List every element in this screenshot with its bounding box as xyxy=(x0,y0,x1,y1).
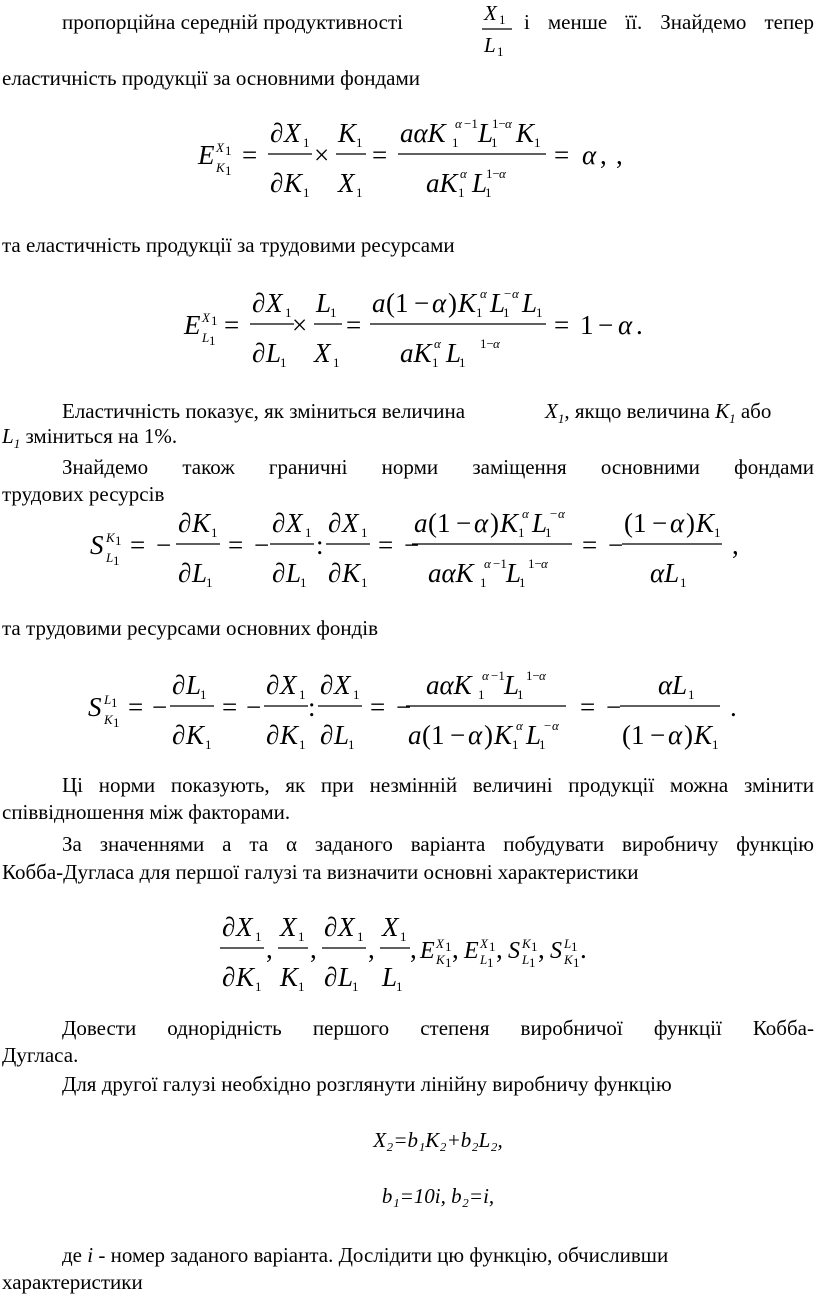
svg-text:L: L xyxy=(526,720,542,750)
svg-text:L: L xyxy=(478,118,494,148)
svg-text:−: − xyxy=(550,506,558,521)
svg-text:1: 1 xyxy=(205,737,212,752)
svg-text:−: − xyxy=(404,530,420,560)
svg-text:∂: ∂ xyxy=(178,508,192,538)
svg-text:α: α xyxy=(541,556,548,571)
svg-text:1: 1 xyxy=(330,305,337,320)
svg-text:1: 1 xyxy=(115,533,122,548)
svg-text:K: K xyxy=(436,952,445,967)
svg-text:1: 1 xyxy=(487,955,494,970)
svg-text:X: X xyxy=(338,912,355,942)
svg-text:1: 1 xyxy=(400,929,407,944)
svg-text:−: − xyxy=(152,692,168,722)
svg-text:−: − xyxy=(504,286,512,301)
svg-text:=: = xyxy=(222,692,238,722)
svg-text:αL: αL xyxy=(650,558,680,588)
svg-text:∂: ∂ xyxy=(222,912,236,942)
equation-elasticity-capital xyxy=(190,112,630,208)
svg-text:1: 1 xyxy=(478,687,485,702)
svg-text:1: 1 xyxy=(580,310,594,340)
svg-text:L: L xyxy=(334,720,350,750)
svg-text:×: × xyxy=(292,310,308,340)
svg-text:αL: αL xyxy=(658,670,688,700)
svg-text:X: X xyxy=(202,310,210,325)
svg-text:1−: 1− xyxy=(526,668,540,683)
svg-text:K: K xyxy=(522,936,531,951)
svg-text:X: X xyxy=(314,338,331,368)
svg-text:X: X xyxy=(342,508,359,538)
svg-text:K: K xyxy=(104,712,113,727)
svg-text:.: . xyxy=(636,310,643,340)
svg-text:1: 1 xyxy=(497,44,504,59)
svg-text:α: α xyxy=(539,668,546,683)
svg-text:1: 1 xyxy=(209,333,216,348)
svg-text:1: 1 xyxy=(680,575,687,590)
svg-text:K: K xyxy=(500,508,519,538)
svg-text:∂: ∂ xyxy=(266,670,280,700)
svg-text:=: = xyxy=(554,140,570,170)
svg-text:,: , xyxy=(368,934,375,964)
svg-text:α: α xyxy=(460,166,467,181)
paragraph-8-line-1: Довести однорідність першого степеня виробничої функції Кобба- xyxy=(62,1016,814,1040)
svg-text:X: X xyxy=(338,168,355,198)
svg-text:∂: ∂ xyxy=(272,508,286,538)
paragraph-7-line-2: Кобба-Дугласа для першої галузі та визначити основні характеристики xyxy=(2,860,639,884)
svg-text:1: 1 xyxy=(255,979,262,994)
svg-text:1: 1 xyxy=(285,305,292,320)
svg-text:=: = xyxy=(582,530,598,560)
svg-text:=: = xyxy=(372,140,388,170)
svg-text:1: 1 xyxy=(445,955,452,970)
svg-text:): ) xyxy=(686,508,695,538)
svg-text:1: 1 xyxy=(200,687,207,702)
svg-text:K: K xyxy=(186,720,205,750)
svg-text:1: 1 xyxy=(573,955,580,970)
svg-text:X: X xyxy=(480,936,488,951)
svg-text:1: 1 xyxy=(361,525,368,540)
svg-text:a: a xyxy=(372,288,386,318)
svg-text:1: 1 xyxy=(298,979,305,994)
svg-text:L: L xyxy=(506,558,522,588)
svg-text:=: = xyxy=(554,310,570,340)
svg-text:1: 1 xyxy=(303,135,310,150)
svg-text:1: 1 xyxy=(536,305,543,320)
svg-text:−: − xyxy=(652,508,668,538)
svg-text:): ) xyxy=(484,720,493,750)
svg-text:∂: ∂ xyxy=(320,670,334,700)
svg-text:α: α xyxy=(582,140,597,170)
svg-text:=: = xyxy=(242,140,258,170)
svg-text:K: K xyxy=(280,962,299,992)
svg-text:1: 1 xyxy=(459,355,466,370)
svg-text:E: E xyxy=(464,938,479,964)
svg-text:K: K xyxy=(696,508,715,538)
svg-text:(1: (1 xyxy=(622,720,645,750)
svg-text:,: , xyxy=(266,934,273,964)
svg-text:1: 1 xyxy=(113,715,120,730)
svg-text:1: 1 xyxy=(517,687,524,702)
svg-text:∂: ∂ xyxy=(270,168,284,198)
svg-text:α: α xyxy=(505,116,512,131)
svg-text:1−: 1− xyxy=(492,116,506,131)
svg-text:−: − xyxy=(156,530,172,560)
svg-text:,: , xyxy=(732,530,739,560)
svg-text:E: E xyxy=(198,140,215,170)
svg-text:L: L xyxy=(286,558,302,588)
svg-text:L: L xyxy=(564,936,572,951)
svg-text:L: L xyxy=(106,550,114,565)
svg-text:=: = xyxy=(128,692,144,722)
svg-text:α: α xyxy=(618,310,633,340)
paragraph-8-line-2: Дугласа. xyxy=(2,1043,79,1067)
svg-text:(1: (1 xyxy=(624,508,647,538)
svg-text:1: 1 xyxy=(111,695,118,710)
svg-text:X: X xyxy=(280,912,297,942)
svg-text:×: × xyxy=(314,140,330,170)
frac-den: L xyxy=(484,33,496,57)
svg-text:1: 1 xyxy=(206,575,213,590)
svg-text:1: 1 xyxy=(571,939,578,954)
svg-text:−: − xyxy=(396,692,412,722)
svg-text:K: K xyxy=(106,530,115,545)
svg-text:aK: aK xyxy=(400,338,432,368)
svg-text:−: − xyxy=(456,508,472,538)
svg-text:1: 1 xyxy=(113,553,120,568)
svg-text:α: α xyxy=(516,718,523,733)
svg-text:K: K xyxy=(284,168,303,198)
svg-text:−: − xyxy=(544,718,552,733)
svg-text:−: − xyxy=(606,692,622,722)
paragraph-4-line-1: Знайдемо також граничні норми заміщення основними фондами xyxy=(62,455,814,479)
svg-text:a: a xyxy=(408,720,422,750)
svg-text:X: X xyxy=(382,912,399,942)
svg-text:1: 1 xyxy=(280,355,287,370)
formula-coefficients: b₁=10i, b₂=i, xyxy=(381,1184,495,1208)
svg-text:): ) xyxy=(448,288,457,318)
paragraph-6-line-2: співвідношення між факторами. xyxy=(2,800,291,824)
svg-text:L: L xyxy=(480,952,488,967)
svg-text:1: 1 xyxy=(503,305,510,320)
svg-text:−: − xyxy=(414,288,430,318)
svg-text:1: 1 xyxy=(299,687,306,702)
svg-text:−: − xyxy=(598,310,614,340)
paragraph-3-line-1: Еластичність показує, як зміниться величина xyxy=(62,399,466,423)
paragraph-3-line-2: $L_1$ зміниться на 1%. xyxy=(2,424,178,452)
svg-text:K: K xyxy=(564,952,573,967)
svg-text:aαK: aαK xyxy=(428,558,474,588)
formula-linear-function: X₂=b₁K₂+b₂L₂, xyxy=(373,1128,503,1152)
svg-text:1: 1 xyxy=(489,939,496,954)
svg-text:=: = xyxy=(346,310,362,340)
paragraph-7-line-1: За значеннями a та α заданого варіанта побудувати виробничу функцію xyxy=(62,832,814,856)
svg-text:1: 1 xyxy=(361,575,368,590)
svg-text:(1: (1 xyxy=(386,288,409,318)
svg-text:S: S xyxy=(550,938,562,964)
svg-text:α: α xyxy=(499,166,506,181)
svg-text:L: L xyxy=(316,288,332,318)
equation-characteristics-list xyxy=(214,906,614,1002)
svg-text:=: = xyxy=(370,692,386,722)
svg-text:,: , xyxy=(310,934,317,964)
svg-text:S: S xyxy=(88,692,102,722)
svg-text:1: 1 xyxy=(299,737,306,752)
svg-text:α: α xyxy=(432,288,447,318)
svg-text:∂: ∂ xyxy=(324,962,338,992)
svg-text:∂: ∂ xyxy=(270,118,284,148)
svg-text:1: 1 xyxy=(225,163,232,178)
svg-text:1: 1 xyxy=(529,955,536,970)
paragraph-10-line-1: де i - номер заданого варіанта. Дослідити цю функцію, обчисливши xyxy=(62,1243,669,1267)
equation-substitution-capital-labor xyxy=(88,502,738,598)
svg-text:1: 1 xyxy=(512,737,519,752)
svg-text:1: 1 xyxy=(348,737,355,752)
svg-text:1: 1 xyxy=(688,687,695,702)
svg-text:1: 1 xyxy=(452,135,459,150)
svg-text:.: . xyxy=(730,692,737,722)
svg-text:1: 1 xyxy=(333,355,340,370)
svg-text:K: K xyxy=(694,720,713,750)
svg-text:E: E xyxy=(420,938,435,964)
svg-text:1: 1 xyxy=(476,305,483,320)
svg-text:1: 1 xyxy=(303,185,310,200)
svg-text:∂: ∂ xyxy=(328,508,342,538)
svg-text:L: L xyxy=(446,338,462,368)
svg-text:1: 1 xyxy=(518,525,525,540)
svg-text:1: 1 xyxy=(519,575,526,590)
svg-text:X: X xyxy=(216,140,224,155)
equation-substitution-labor-capital xyxy=(86,664,746,760)
svg-text:1: 1 xyxy=(545,525,552,540)
svg-text:1: 1 xyxy=(534,135,541,150)
svg-text:X: X xyxy=(266,288,283,318)
svg-text:−: − xyxy=(650,720,666,750)
paragraph-10-line-2: характеристики xyxy=(2,1270,143,1294)
svg-text:α: α xyxy=(455,116,462,131)
svg-text:=: = xyxy=(224,310,240,340)
svg-text:1: 1 xyxy=(499,12,506,27)
svg-text:K: K xyxy=(338,118,357,148)
paragraph-6-line-1: Ці норми показують, як при незмінній величині продукції можна змінити xyxy=(62,773,814,797)
svg-text:∂: ∂ xyxy=(272,558,286,588)
svg-text:=: = xyxy=(580,692,596,722)
svg-text:1−: 1− xyxy=(486,166,500,181)
svg-text:∂: ∂ xyxy=(252,288,266,318)
svg-text:1: 1 xyxy=(485,185,492,200)
svg-text:L: L xyxy=(338,962,354,992)
svg-text:K: K xyxy=(458,288,477,318)
paragraph-text: пропорційна середній продуктивності xyxy=(62,10,403,34)
svg-text:): ) xyxy=(684,720,693,750)
svg-text:1: 1 xyxy=(225,143,232,158)
svg-text:K: K xyxy=(216,160,225,175)
svg-text:α: α xyxy=(558,506,565,521)
svg-text:L: L xyxy=(186,670,202,700)
svg-text:L: L xyxy=(490,288,506,318)
svg-text:−: − xyxy=(246,692,262,722)
svg-text:α: α xyxy=(480,286,487,301)
svg-text:∂: ∂ xyxy=(266,720,280,750)
svg-text:1: 1 xyxy=(353,687,360,702)
svg-text:α: α xyxy=(668,720,683,750)
svg-text:K: K xyxy=(342,558,361,588)
svg-text:−1: −1 xyxy=(493,556,507,571)
svg-text:α: α xyxy=(670,508,685,538)
svg-text::: : xyxy=(316,530,324,560)
svg-text:,: , xyxy=(452,934,459,964)
svg-text:−1: −1 xyxy=(491,668,505,683)
svg-text:X: X xyxy=(334,670,351,700)
svg-text:α: α xyxy=(474,508,489,538)
svg-text:L: L xyxy=(202,330,210,345)
svg-text:∂: ∂ xyxy=(324,912,338,942)
svg-text:1−: 1− xyxy=(528,556,542,571)
svg-text:L: L xyxy=(504,670,520,700)
svg-text:aK: aK xyxy=(426,168,458,198)
svg-text:α: α xyxy=(493,336,500,351)
svg-text:.: . xyxy=(580,934,587,964)
svg-text:X: X xyxy=(436,936,444,951)
svg-text:a: a xyxy=(414,508,428,538)
svg-text:α: α xyxy=(512,286,519,301)
svg-text:∂: ∂ xyxy=(172,670,186,700)
paragraph-5: та трудовими ресурсами основних фондів xyxy=(2,616,379,640)
svg-text:1: 1 xyxy=(352,979,359,994)
svg-text:1: 1 xyxy=(445,939,452,954)
svg-text:X: X xyxy=(280,670,297,700)
svg-text:K: K xyxy=(280,720,299,750)
svg-text:,: , xyxy=(600,140,607,170)
svg-text:1: 1 xyxy=(211,525,218,540)
svg-text:X: X xyxy=(286,508,303,538)
svg-text:L: L xyxy=(382,962,398,992)
svg-text:L: L xyxy=(522,952,530,967)
svg-text:1: 1 xyxy=(396,979,403,994)
svg-text:1: 1 xyxy=(305,525,312,540)
svg-text:L: L xyxy=(104,692,112,707)
paragraph-2: та еластичність продукції за трудовими ресурсами xyxy=(2,233,455,257)
svg-text:1: 1 xyxy=(255,929,262,944)
svg-text:1: 1 xyxy=(480,575,487,590)
svg-text:1: 1 xyxy=(357,929,364,944)
svg-text:1: 1 xyxy=(298,929,305,944)
svg-text:∂: ∂ xyxy=(172,720,186,750)
svg-text:∂: ∂ xyxy=(320,720,334,750)
svg-text:L: L xyxy=(532,508,548,538)
svg-text:α: α xyxy=(552,718,559,733)
svg-text:,: , xyxy=(410,934,417,964)
equation-elasticity-labor xyxy=(176,282,656,378)
svg-text:1: 1 xyxy=(531,939,538,954)
svg-text:S: S xyxy=(508,938,520,964)
svg-text:=: = xyxy=(130,530,146,560)
svg-text:1: 1 xyxy=(211,313,218,328)
svg-text::: : xyxy=(308,692,316,722)
svg-text:,: , xyxy=(616,140,623,170)
paragraph-1-line-2: еластичність продукції за основними фондами xyxy=(2,66,420,90)
svg-text:(1: (1 xyxy=(422,720,445,750)
svg-text:X: X xyxy=(284,118,301,148)
svg-text:aαK: aαK xyxy=(400,118,446,148)
svg-text:K: K xyxy=(192,508,211,538)
svg-text:−: − xyxy=(450,720,466,750)
svg-text:α: α xyxy=(482,668,489,683)
paragraph-text: і менше її. Знайдемо тепер xyxy=(524,10,814,34)
svg-text:1: 1 xyxy=(539,737,546,752)
svg-text:X: X xyxy=(236,912,253,942)
svg-text:∂: ∂ xyxy=(252,338,266,368)
svg-text:K: K xyxy=(516,118,535,148)
svg-text:1−: 1− xyxy=(480,336,494,351)
svg-text:K: K xyxy=(236,962,255,992)
svg-text:E: E xyxy=(184,310,201,340)
svg-text:1: 1 xyxy=(714,525,721,540)
svg-text:∂: ∂ xyxy=(328,558,342,588)
svg-text:1: 1 xyxy=(712,737,719,752)
svg-text:1: 1 xyxy=(432,355,439,370)
svg-text:−1: −1 xyxy=(464,116,478,131)
svg-text:1: 1 xyxy=(300,575,307,590)
svg-text:1: 1 xyxy=(458,185,465,200)
frac-num: X xyxy=(484,1,497,25)
svg-text:L: L xyxy=(472,168,488,198)
svg-text:,: , xyxy=(496,934,503,964)
svg-text:α: α xyxy=(484,556,491,571)
svg-text:1: 1 xyxy=(356,135,363,150)
svg-text:∂: ∂ xyxy=(178,558,192,588)
svg-text:(1: (1 xyxy=(428,508,451,538)
svg-text:L: L xyxy=(266,338,282,368)
svg-text:∂: ∂ xyxy=(222,962,236,992)
svg-text:aαK: aαK xyxy=(426,670,472,700)
svg-text:L: L xyxy=(522,288,538,318)
paragraph-9: Для другої галузі необхідно розглянути лінійну виробничу функцію xyxy=(62,1072,672,1096)
svg-text:α: α xyxy=(434,336,441,351)
svg-text:,: , xyxy=(538,934,545,964)
svg-text:−: − xyxy=(254,530,270,560)
svg-text:=: = xyxy=(228,530,244,560)
svg-text:): ) xyxy=(490,508,499,538)
svg-text:K: K xyxy=(494,720,513,750)
svg-text:α: α xyxy=(468,720,483,750)
svg-text:α: α xyxy=(522,506,529,521)
paragraph-4-line-2: трудових ресурсів xyxy=(2,482,165,506)
svg-text:L: L xyxy=(192,558,208,588)
inline-fraction-x1-over-l1 xyxy=(482,2,516,63)
svg-text:S: S xyxy=(90,530,104,560)
svg-text:1: 1 xyxy=(356,185,363,200)
svg-text:=: = xyxy=(378,530,394,560)
svg-text:1: 1 xyxy=(491,135,498,150)
svg-text:−: − xyxy=(608,530,624,560)
